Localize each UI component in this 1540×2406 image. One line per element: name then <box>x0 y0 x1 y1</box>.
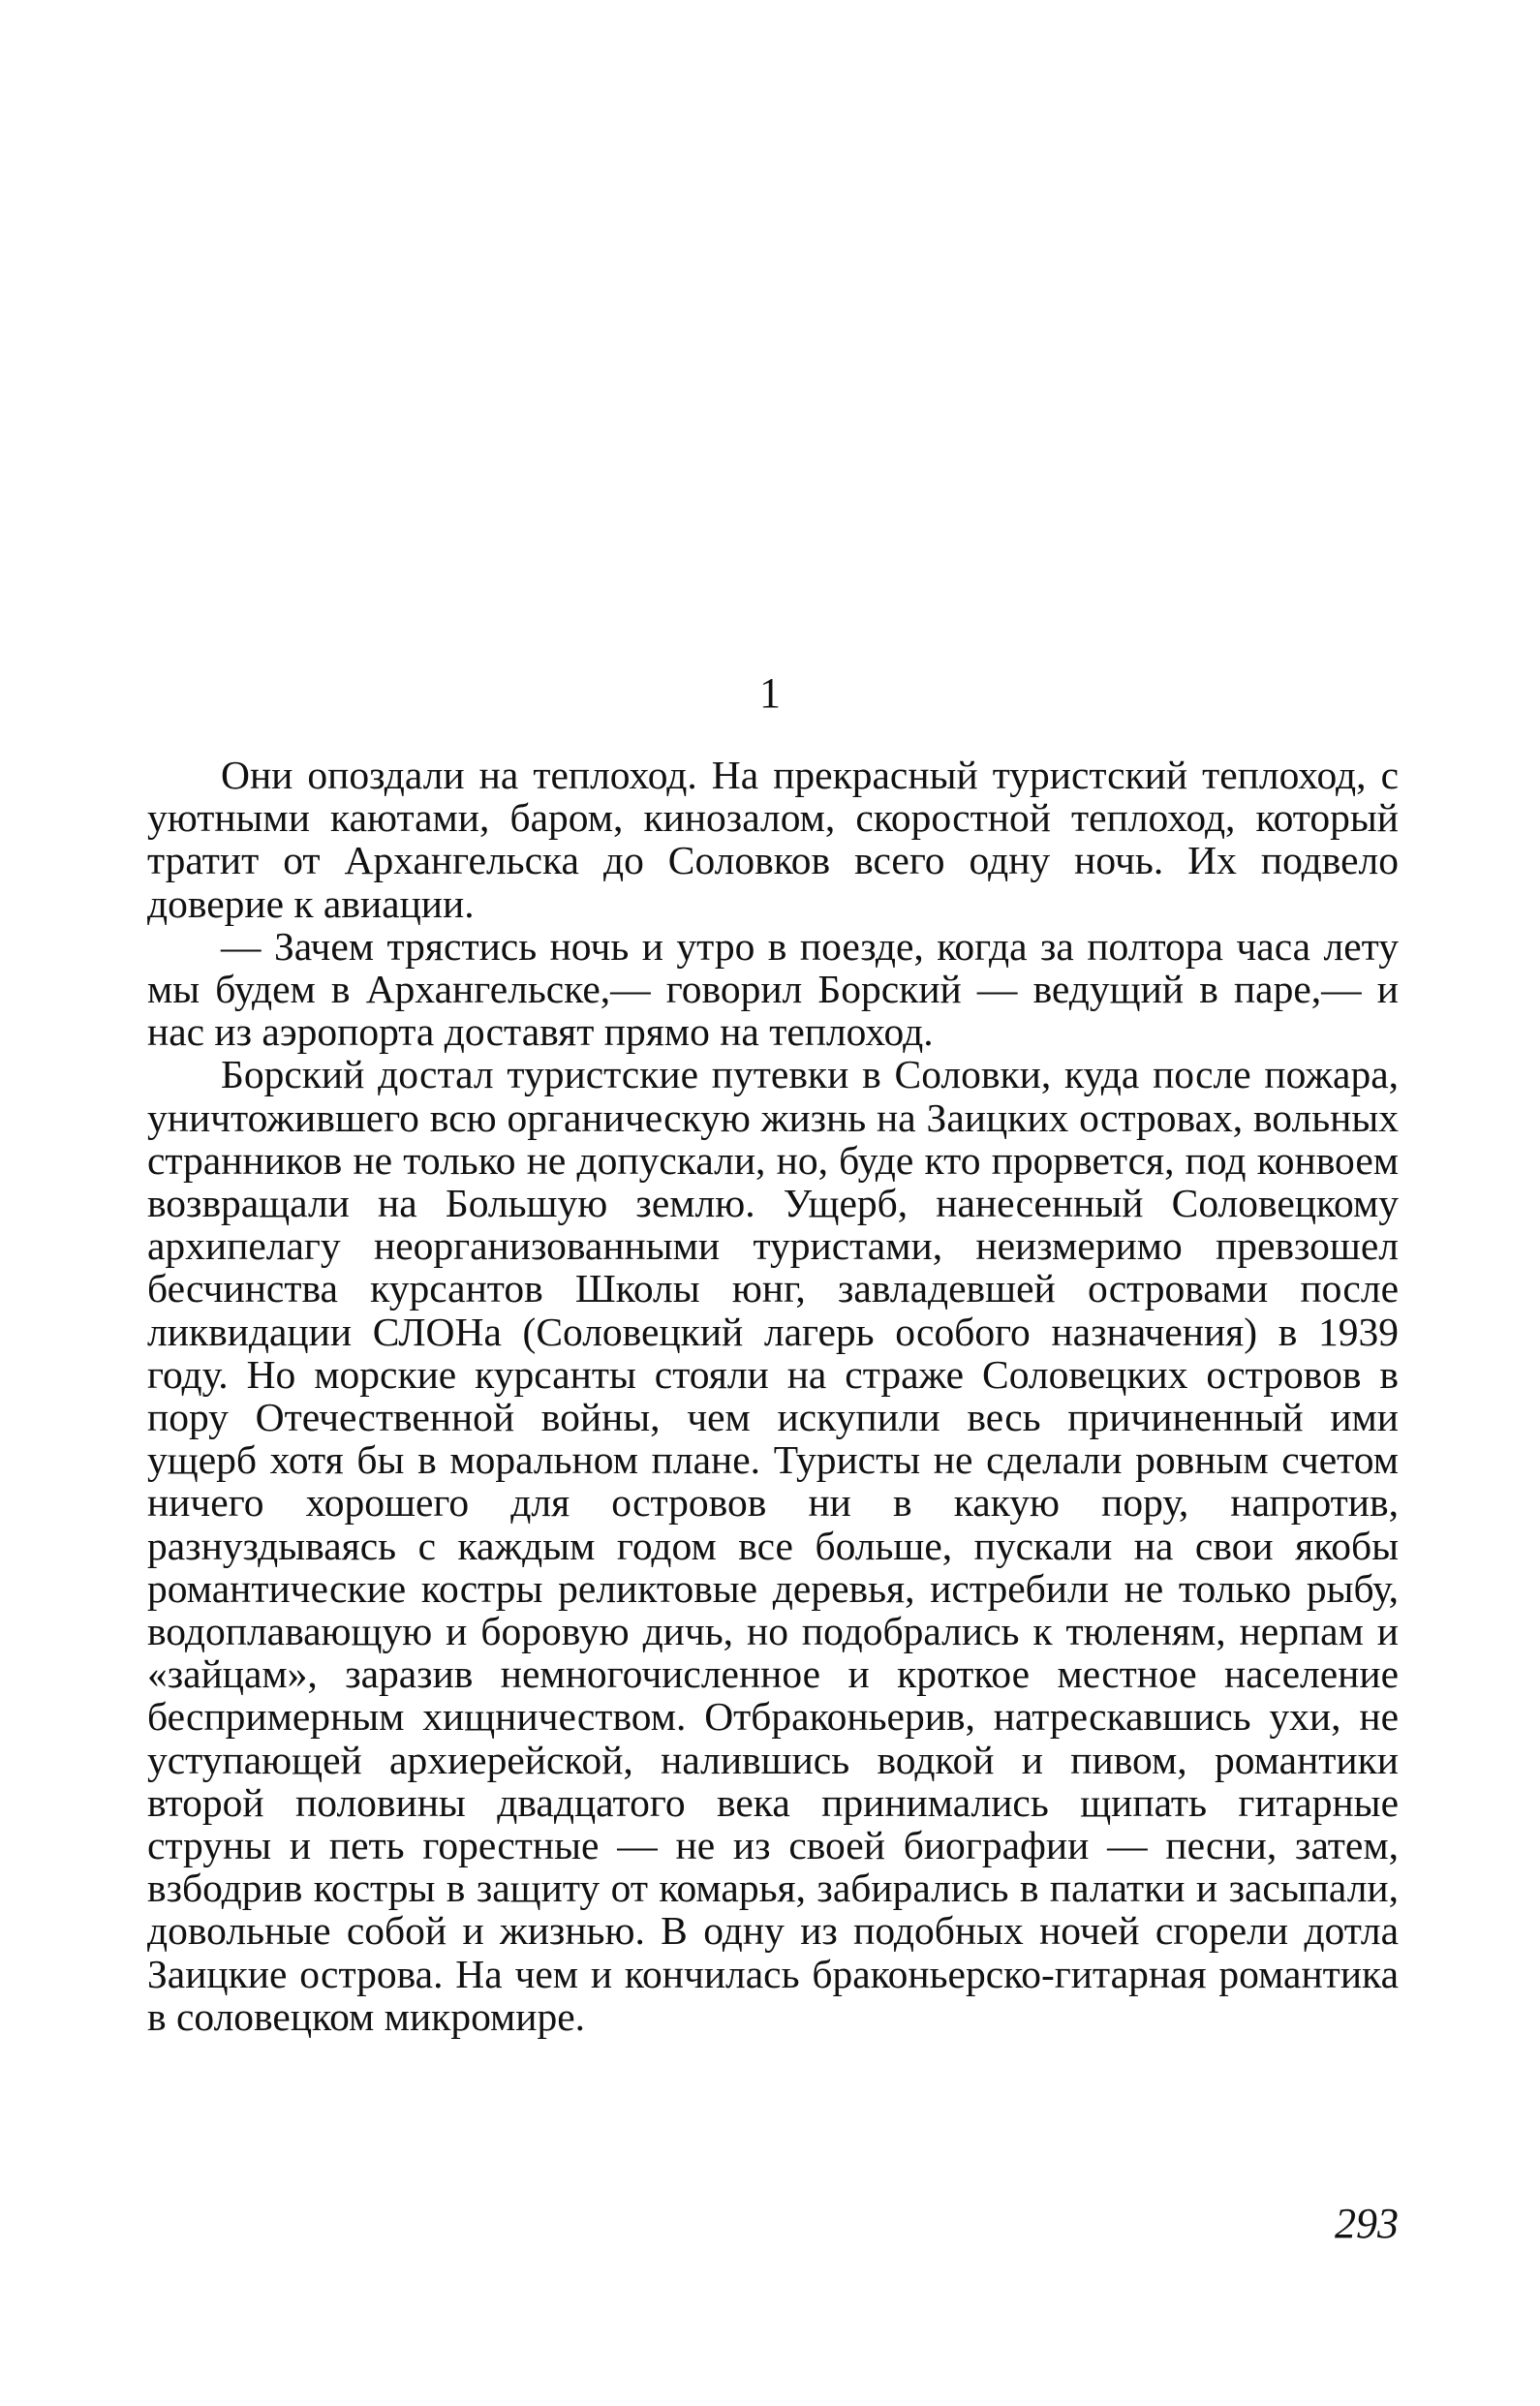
page-number: 293 <box>1335 2200 1399 2247</box>
paragraph-2: — Зачем трястись ночь и утро в поезде, когда за полтора часа лету мы будем в Архангельске,— говорил Борский — ведущий в паре,— и нас из аэропорта доставят прямо на теплоход. <box>147 923 1399 1055</box>
chapter-number: 1 <box>759 669 781 717</box>
paragraph-1: Они опоздали на теплоход. На прекрасный туристский теплоход, с уютными каютами, баром, кинозалом, скоростной теплоход, который тратит от Архангельска до Соловков всего одну ночь. Их подвело доверие к авиации. <box>147 753 1399 926</box>
paragraph-3: Борский достал туристские путевки в Соловки, куда после пожара, уничтожившего всю органическую жизнь на Заицких островах, вольных странников не только не допускали, но, буде кто прорвется, под конвоем возвращали на Большую землю. Ущерб, нанесенный Соловецкому архипелагу неорганизованными туристами, неизмеримо превзошел бесчинства курсантов Школы юнг, завладевшей островами после ликвидации СЛОНа (Соловецкий лагерь особого назначения) в 1939 году. Но морские курсанты стояли на страже Соловецких островов в пору Отечественной войны, чем искупили весь причиненный ими ущерб хотя бы в моральном плане. Туристы не сделали ровным счетом ничего хорошего для островов ни в какую пору, напротив, разнуздываясь с каждым годом все больше, пускали на свои якобы романтические костры реликтовые деревья, истребили не только рыбу, водоплавающую и боровую дичь, но подобрались к тюленям, нерпам и «зайцам», заразив немногочисленное и кроткое местное население беспримерным хищничеством. Отбраконьерив, натрескавшись ухи, не уступающей архиерейской, налившись водкой и пивом, романтики второй половины двадцатого века принимались щипать гитарные струны и петь горестные — не из своей биографии — песни, затем, взбодрив костры в защиту от комарья, забирались в палатки и засыпали, довольные собой и жизнью. В одну из подобных ночей сгорели дотла Заицкие острова. На чем и кончилась браконьерско-гитарная романтика в соловецком микромире. <box>147 1052 1399 2039</box>
body-text <box>147 754 1399 2038</box>
